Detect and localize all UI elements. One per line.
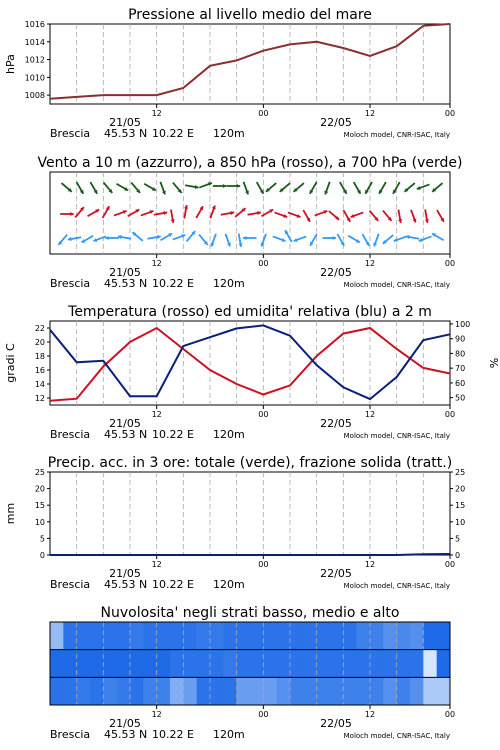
date-label: 21/05 xyxy=(109,567,141,580)
cloud-cell xyxy=(237,650,251,678)
wind-vector xyxy=(394,236,407,241)
x-tick-label: 12 xyxy=(151,710,162,719)
wind-vector xyxy=(354,182,361,194)
cloud-cell xyxy=(250,622,264,650)
cloud-cell xyxy=(210,622,224,650)
cloud-cell xyxy=(130,622,144,650)
wind-vector xyxy=(199,182,212,187)
panel-title: Precip. acc. in 3 ore: totale (verde), frazione solida (tratt.) xyxy=(47,455,453,471)
y-tick-label: 1016 xyxy=(24,20,45,29)
wind-arrowhead xyxy=(243,236,246,240)
wind-vector xyxy=(273,236,286,241)
precip-line xyxy=(50,554,450,555)
wind-vector xyxy=(348,236,360,243)
cloud-cell xyxy=(410,622,424,650)
x-tick-label: 00 xyxy=(258,710,269,719)
date-label: 21/05 xyxy=(109,266,141,279)
cloud-cell xyxy=(357,677,371,705)
wind-vector xyxy=(432,233,444,240)
wind-vector xyxy=(362,234,369,246)
x-tick-label: 00 xyxy=(444,560,456,569)
x-tick-label: 12 xyxy=(151,560,162,569)
date-label: 21/05 xyxy=(109,116,141,129)
wind-vector xyxy=(81,236,93,243)
cloud-cell xyxy=(130,677,144,705)
cloud-cell xyxy=(50,622,64,650)
cloud-cell xyxy=(103,677,117,705)
cloud-cell xyxy=(263,650,277,678)
wind-vector xyxy=(154,211,167,215)
y-tick-label: 0 xyxy=(39,551,45,560)
model-credit: Moloch model, CNR-ISAC, Italy xyxy=(343,732,450,740)
x-tick-label: 00 xyxy=(258,259,269,268)
cloud-cell xyxy=(157,677,171,705)
wind-vector xyxy=(132,232,142,241)
cloud-cell xyxy=(103,622,117,650)
y-tick-label-right: 10 xyxy=(455,517,466,527)
wind-arrowhead xyxy=(70,212,73,216)
cloud-cell xyxy=(303,622,317,650)
y-tick-label-right: 80 xyxy=(455,349,466,359)
location-lat: 45.53 N xyxy=(104,127,148,140)
wind-vector xyxy=(210,206,215,219)
wind-vector xyxy=(90,182,97,194)
date-label: 21/05 xyxy=(109,417,141,430)
y-tick-label-right: 90 xyxy=(455,334,466,344)
y-tick-label: 12 xyxy=(34,394,45,403)
wind-vector xyxy=(370,211,379,221)
cloud-cell xyxy=(130,650,144,678)
cloud-cell xyxy=(157,650,171,678)
cloud-cell xyxy=(170,677,184,705)
y-tick-label-right: 50 xyxy=(455,393,466,403)
wind-vector xyxy=(398,210,402,223)
plot-frame xyxy=(50,321,450,405)
x-tick-label: 00 xyxy=(258,410,269,419)
humidity-line xyxy=(50,325,450,399)
cloud-cell xyxy=(210,650,224,678)
x-tick-label: 00 xyxy=(444,259,456,268)
x-tick-label: 12 xyxy=(364,560,376,569)
cloud-cell xyxy=(290,650,304,678)
panel-title: Vento a 10 m (azzurro), a 850 hPa (rosso), a 700 hPa (verde) xyxy=(37,155,463,171)
wind-vector xyxy=(383,211,392,221)
y-tick-label-right: 60 xyxy=(455,378,466,388)
wind-vector xyxy=(351,212,364,217)
wind-vector xyxy=(61,183,71,192)
date-label: 21/05 xyxy=(109,717,141,730)
cloud-cell xyxy=(143,677,157,705)
cloud-cell xyxy=(90,650,104,678)
x-tick-label: 00 xyxy=(444,410,456,419)
y-tick-label-right: 0 xyxy=(455,551,461,560)
cloud-cell xyxy=(117,677,131,705)
panel-title: Temperatura (rosso) ed umidita' relativa (blu) a 2 m xyxy=(68,304,432,320)
wind-vector xyxy=(144,184,156,191)
cloud-cell xyxy=(303,677,317,705)
location-lat: 45.53 N xyxy=(104,277,148,290)
y-axis-label: gradi C xyxy=(4,343,17,383)
wind-vector xyxy=(310,182,317,194)
cloud-cell xyxy=(263,622,277,650)
y-tick-label-right: 5 xyxy=(455,534,461,544)
wind-vector xyxy=(77,182,84,194)
wind-arrowhead xyxy=(333,236,336,240)
y-tick-label: 1008 xyxy=(24,91,45,101)
cloud-cell xyxy=(157,622,171,650)
cloud-cell xyxy=(343,677,357,705)
wind-vector xyxy=(248,211,261,215)
cloud-cell xyxy=(317,677,331,705)
cloud-cell xyxy=(397,650,411,678)
wind-vector xyxy=(303,210,310,222)
location-alt: 120m xyxy=(213,578,245,591)
location-alt: 120m xyxy=(213,277,245,290)
cloud-cell xyxy=(117,650,131,678)
wind-vector xyxy=(171,210,175,223)
cloud-cell xyxy=(223,622,237,650)
wind-vector xyxy=(432,183,442,192)
cloud-cell xyxy=(437,650,451,678)
model-credit: Moloch model, CNR-ISAC, Italy xyxy=(343,582,450,590)
wind-vector xyxy=(118,235,131,239)
y-tick-label-right: 20 xyxy=(455,484,466,494)
x-tick-label: 12 xyxy=(364,109,376,118)
wind-vector xyxy=(280,183,290,192)
wind-vector xyxy=(406,235,419,239)
cloud-cell xyxy=(277,650,291,678)
wind-vector xyxy=(88,209,100,216)
wind-vector xyxy=(184,205,188,218)
cloud-cell xyxy=(183,622,197,650)
cloud-cell xyxy=(197,650,211,678)
cloud-cell xyxy=(103,650,117,678)
location-alt: 120m xyxy=(213,127,245,140)
cloud-cell xyxy=(223,677,237,705)
x-tick-label: 12 xyxy=(364,410,376,419)
date-label: 22/05 xyxy=(320,567,352,580)
cloud-cell xyxy=(250,650,264,678)
y-tick-label-right: 15 xyxy=(455,501,466,511)
cloud-cell xyxy=(370,650,384,678)
cloud-cell xyxy=(290,677,304,705)
wind-vector xyxy=(294,183,304,192)
wind-vector xyxy=(185,185,198,189)
cloud-cell xyxy=(317,650,331,678)
cloud-cell xyxy=(423,622,437,650)
y-tick-label: 16 xyxy=(34,366,45,375)
y-tick-label: 10 xyxy=(34,517,45,527)
location-name: Brescia xyxy=(50,127,91,140)
wind-vector xyxy=(131,183,140,193)
x-tick-label: 12 xyxy=(151,109,162,118)
cloud-cell xyxy=(290,622,304,650)
location-name: Brescia xyxy=(50,728,91,741)
y-tick-label: 18 xyxy=(34,352,45,361)
y-axis-label-right: % xyxy=(487,357,500,369)
x-tick-label: 00 xyxy=(258,560,269,569)
x-tick-label: 12 xyxy=(151,259,162,268)
cloud-cell xyxy=(410,677,424,705)
wind-vector xyxy=(404,183,414,192)
cloud-cell xyxy=(397,622,411,650)
wind-vector xyxy=(187,231,196,241)
wind-vector xyxy=(58,235,67,245)
cloud-cell xyxy=(90,622,104,650)
wind-vector xyxy=(324,182,329,195)
plot-frame xyxy=(50,472,450,555)
location-alt: 120m xyxy=(213,428,245,441)
model-credit: Moloch model, CNR-ISAC, Italy xyxy=(343,281,450,289)
wind-vector xyxy=(238,234,242,247)
y-tick-label: 20 xyxy=(34,338,45,347)
cloud-cell xyxy=(170,622,184,650)
cloud-cell xyxy=(197,622,211,650)
location-name: Brescia xyxy=(50,578,91,591)
y-tick-label: 20 xyxy=(34,484,45,494)
wind-vector xyxy=(213,184,227,188)
wind-vector xyxy=(383,235,393,244)
y-tick-label: 1014 xyxy=(24,37,45,47)
wind-vector xyxy=(323,236,337,240)
location-alt: 120m xyxy=(213,728,245,741)
wind-vector xyxy=(244,182,249,195)
location-lon: 10.22 E xyxy=(152,127,194,140)
location-lon: 10.22 E xyxy=(152,277,194,290)
wind-vector xyxy=(128,209,140,216)
cloud-cell xyxy=(383,650,397,678)
wind-vector xyxy=(275,212,288,217)
cloud-cell xyxy=(250,677,264,705)
wind-vector xyxy=(160,233,172,240)
cloud-cell xyxy=(237,622,251,650)
cloud-cell xyxy=(77,622,91,650)
x-tick-label: 12 xyxy=(364,259,376,268)
model-credit: Moloch model, CNR-ISAC, Italy xyxy=(343,131,450,139)
y-axis-label: mm xyxy=(4,502,17,525)
wind-vector xyxy=(211,234,216,247)
wind-vector xyxy=(343,210,350,222)
y-tick-label: 1012 xyxy=(24,55,45,65)
cloud-cell xyxy=(90,677,104,705)
cloud-cell xyxy=(197,677,211,705)
y-axis-label: hPa xyxy=(4,54,17,74)
wind-vector xyxy=(257,182,264,194)
wind-vector xyxy=(147,235,160,239)
cloud-cell xyxy=(383,622,397,650)
cloud-cell xyxy=(330,622,344,650)
location-lon: 10.22 E xyxy=(152,578,194,591)
wind-vector xyxy=(411,210,416,223)
date-label: 22/05 xyxy=(320,717,352,730)
wind-vector xyxy=(379,182,386,194)
cloud-cell xyxy=(370,622,384,650)
cloud-cell xyxy=(183,650,197,678)
cloud-cell xyxy=(50,677,64,705)
x-tick-label: 12 xyxy=(364,710,376,719)
cloud-cell xyxy=(63,677,77,705)
wind-vector xyxy=(425,210,429,223)
y-tick-label-right: 100 xyxy=(455,319,471,329)
wind-vector xyxy=(104,183,113,193)
cloud-cell xyxy=(357,622,371,650)
location-name: Brescia xyxy=(50,428,91,441)
cloud-cell xyxy=(50,650,64,678)
y-tick-label: 15 xyxy=(34,501,45,511)
cloud-cell xyxy=(77,677,91,705)
wind-vector xyxy=(68,237,81,241)
date-label: 22/05 xyxy=(320,116,352,129)
pressure-line xyxy=(50,24,450,99)
cloud-cell xyxy=(117,622,131,650)
location-lon: 10.22 E xyxy=(152,428,194,441)
date-label: 22/05 xyxy=(320,266,352,279)
panel-title: Nuvolosita' negli strati basso, medio e alto xyxy=(100,605,400,621)
y-tick-label: 5 xyxy=(39,534,45,544)
cloud-cell xyxy=(63,622,77,650)
wind-vector xyxy=(199,235,208,245)
panel-title: Pressione al livello medio del mare xyxy=(128,7,372,23)
cloud-cell xyxy=(343,622,357,650)
cloud-cell xyxy=(183,677,197,705)
wind-vector xyxy=(419,236,432,241)
wind-vector xyxy=(60,212,73,216)
cloud-cell xyxy=(410,650,424,678)
wind-vector xyxy=(261,234,266,247)
wind-vector xyxy=(373,234,378,247)
wind-vector xyxy=(243,236,257,240)
cloud-cell xyxy=(63,650,77,678)
cloud-cell xyxy=(223,650,237,678)
x-tick-label: 12 xyxy=(151,410,162,419)
cloud-cell xyxy=(370,677,384,705)
location-name: Brescia xyxy=(50,277,91,290)
wind-vector xyxy=(141,210,154,215)
cloud-cell xyxy=(237,677,251,705)
y-tick-label-right: 25 xyxy=(455,468,466,477)
cloud-cell xyxy=(317,622,331,650)
location-lat: 45.53 N xyxy=(104,578,148,591)
wind-vector xyxy=(93,236,106,241)
cloud-cell xyxy=(170,650,184,678)
wind-vector xyxy=(294,236,307,241)
wind-vector xyxy=(225,234,230,247)
cloud-cell xyxy=(423,650,437,678)
wind-vector xyxy=(160,182,165,195)
cloud-cell xyxy=(357,650,371,678)
wind-vector xyxy=(227,184,241,188)
wind-vector xyxy=(266,183,276,192)
cloud-cell xyxy=(423,677,437,705)
cloud-cell xyxy=(277,677,291,705)
cloud-cell xyxy=(437,622,451,650)
cloud-cell xyxy=(263,677,277,705)
wind-vector xyxy=(221,211,234,215)
wind-vector xyxy=(437,210,444,222)
x-tick-label: 00 xyxy=(444,710,456,719)
cloud-cell xyxy=(143,622,157,650)
plot-frame xyxy=(50,172,450,254)
wind-vector xyxy=(114,210,127,215)
cloud-cell xyxy=(330,650,344,678)
y-tick-label: 25 xyxy=(34,468,45,477)
y-tick-label: 14 xyxy=(34,380,45,389)
y-tick-label-right: 70 xyxy=(455,364,466,374)
cloud-cell xyxy=(383,677,397,705)
cloud-cell xyxy=(343,650,357,678)
wind-vector xyxy=(196,206,203,218)
wind-vector xyxy=(173,183,182,193)
cloud-cell xyxy=(210,677,224,705)
y-tick-label: 1010 xyxy=(24,73,45,83)
wind-arrowhead xyxy=(237,184,240,188)
wind-vector xyxy=(365,182,372,194)
date-label: 22/05 xyxy=(320,417,352,430)
wind-vector xyxy=(329,211,339,220)
model-credit: Moloch model, CNR-ISAC, Italy xyxy=(343,432,450,440)
wind-arrowhead xyxy=(223,184,226,188)
wind-vector xyxy=(105,236,119,240)
wind-vector xyxy=(310,234,317,246)
x-tick-label: 00 xyxy=(258,109,269,118)
cloud-cell xyxy=(397,677,411,705)
y-tick-label: 22 xyxy=(34,324,45,333)
cloud-cell xyxy=(437,677,451,705)
location-lon: 10.22 E xyxy=(152,728,194,741)
wind-vector xyxy=(285,230,292,242)
cloud-cell xyxy=(330,677,344,705)
temperature-line xyxy=(50,328,450,401)
location-lat: 45.53 N xyxy=(104,428,148,441)
x-tick-label: 00 xyxy=(444,109,456,118)
cloud-cell xyxy=(143,650,157,678)
cloud-cell xyxy=(77,650,91,678)
location-lat: 45.53 N xyxy=(104,728,148,741)
plot-frame xyxy=(50,24,450,104)
cloud-cell xyxy=(277,622,291,650)
wind-vector xyxy=(116,184,128,191)
cloud-cell xyxy=(303,650,317,678)
